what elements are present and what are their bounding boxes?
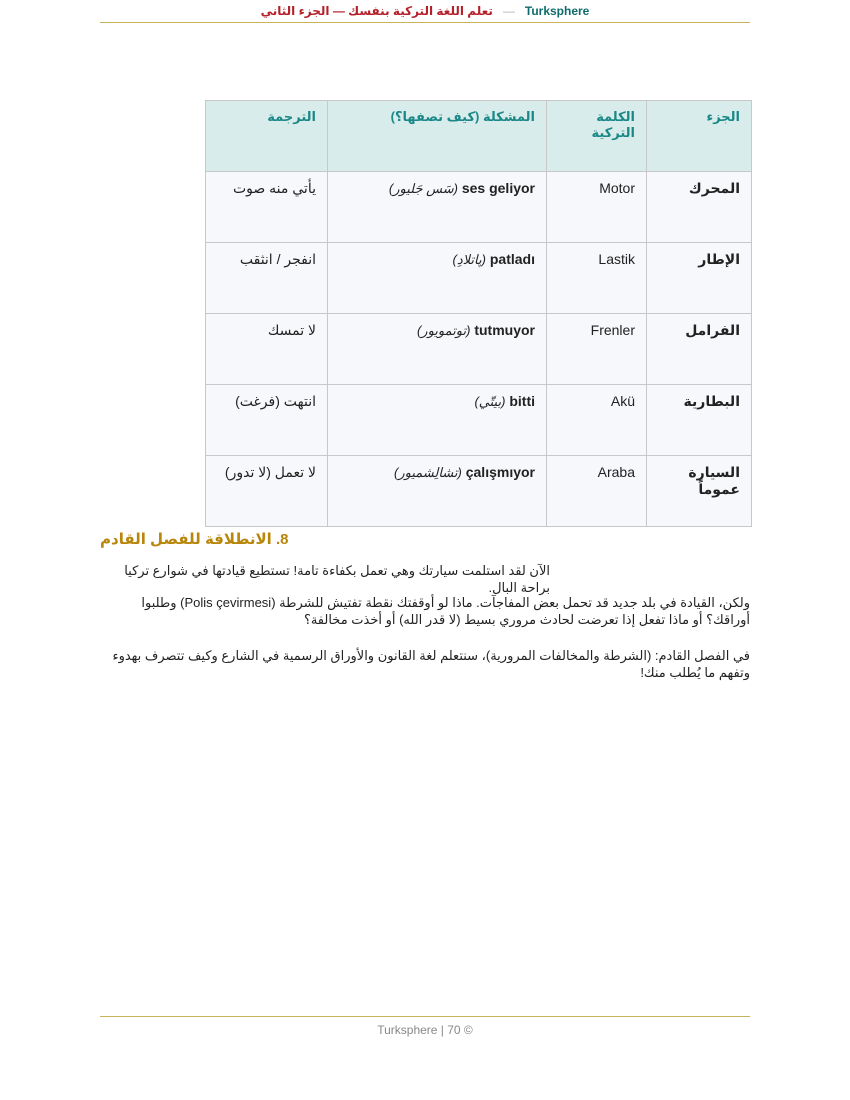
paragraph-next-chapter: في الفصل القادم: (الشرطة والمخالفات المرورية)، سنتعلم لغة القانون والأوراق الرسمية في الشارع وكيف تتصرف بهدوء وتفهم ما يُطلب منك! xyxy=(112,648,750,680)
cell-problem xyxy=(328,314,547,385)
problem-pronunciation: (تشالِشميور) xyxy=(393,465,462,480)
header-problem: المشكلة (كيف تصفها؟) xyxy=(328,101,547,172)
cell-problem xyxy=(328,243,547,314)
cell-part: الفرامل xyxy=(647,314,752,385)
problem-pronunciation: (توتمويور) xyxy=(416,323,471,338)
section-title: 8. الانطلاقة للفصل القادم xyxy=(100,531,289,548)
car-parts-table xyxy=(205,100,752,527)
table-row xyxy=(206,172,752,243)
cell-problem xyxy=(328,172,547,243)
table-header-row xyxy=(206,101,752,172)
cell-turkish-word: Akü xyxy=(547,385,647,456)
table-row xyxy=(206,243,752,314)
header-turkish-word: الكلمة التركية xyxy=(547,101,647,172)
cell-problem xyxy=(328,385,547,456)
cell-turkish-word: Motor xyxy=(547,172,647,243)
page-header xyxy=(100,0,750,23)
header-title: تعلم اللغة التركية بنفسك — الجزء الثاني xyxy=(260,4,493,18)
page-footer: Turksphere | 70 © xyxy=(100,1016,750,1037)
problem-turkish: çalışmıyor xyxy=(465,464,535,480)
cell-turkish-word: Lastik xyxy=(547,243,647,314)
problem-pronunciation: (پاتلادِ) xyxy=(452,252,486,267)
cell-part: البطارية xyxy=(647,385,752,456)
paragraph-surprises: ولكن، القيادة في بلد جديد قد تحمل بعض المفاجآت. ماذا لو أوقفتك نقطة تفتيش للشرطة (Polis çevirmesi) وطلبوا أوراقك؟ أو ماذا تفعل إذا تعرضت لحادث مروري بسيط (لا قدر الله) أو أخذت مخالفة؟ xyxy=(141,595,750,627)
problem-turkish: bitti xyxy=(509,393,535,409)
cell-translation: لا تعمل (لا تدور) xyxy=(206,456,328,527)
cell-problem xyxy=(328,456,547,527)
problem-pronunciation: (سَس جَليور) xyxy=(388,181,458,196)
cell-translation: انتهت (فرغت) xyxy=(206,385,328,456)
problem-turkish: patladı xyxy=(489,251,535,267)
problem-turkish: tutmuyor xyxy=(474,322,535,338)
header-brand: Turksphere xyxy=(524,4,590,18)
cell-translation: يأتي منه صوت xyxy=(206,172,328,243)
table-row xyxy=(206,456,752,527)
header-part: الجزء xyxy=(647,101,752,172)
cell-translation: لا تمسك xyxy=(206,314,328,385)
paragraph-intro: الآن لقد استلمت سيارتك وهي تعمل بكفاءة تامة! تستطيع قيادتها في شوارع تركيا براحة البال. xyxy=(124,563,550,595)
cell-translation: انفجر / انثقب xyxy=(206,243,328,314)
table-row xyxy=(206,314,752,385)
table-row xyxy=(206,385,752,456)
cell-part: المحرك xyxy=(647,172,752,243)
cell-turkish-word: Frenler xyxy=(547,314,647,385)
problem-pronunciation: (بيتّي) xyxy=(474,394,506,409)
cell-part: السيارة عموماً xyxy=(647,456,752,527)
header-translation: الترجمة xyxy=(206,101,328,172)
cell-turkish-word: Araba xyxy=(547,456,647,527)
header-separator: — xyxy=(502,4,515,18)
problem-turkish: ses geliyor xyxy=(461,180,535,196)
cell-part: الإطار xyxy=(647,243,752,314)
